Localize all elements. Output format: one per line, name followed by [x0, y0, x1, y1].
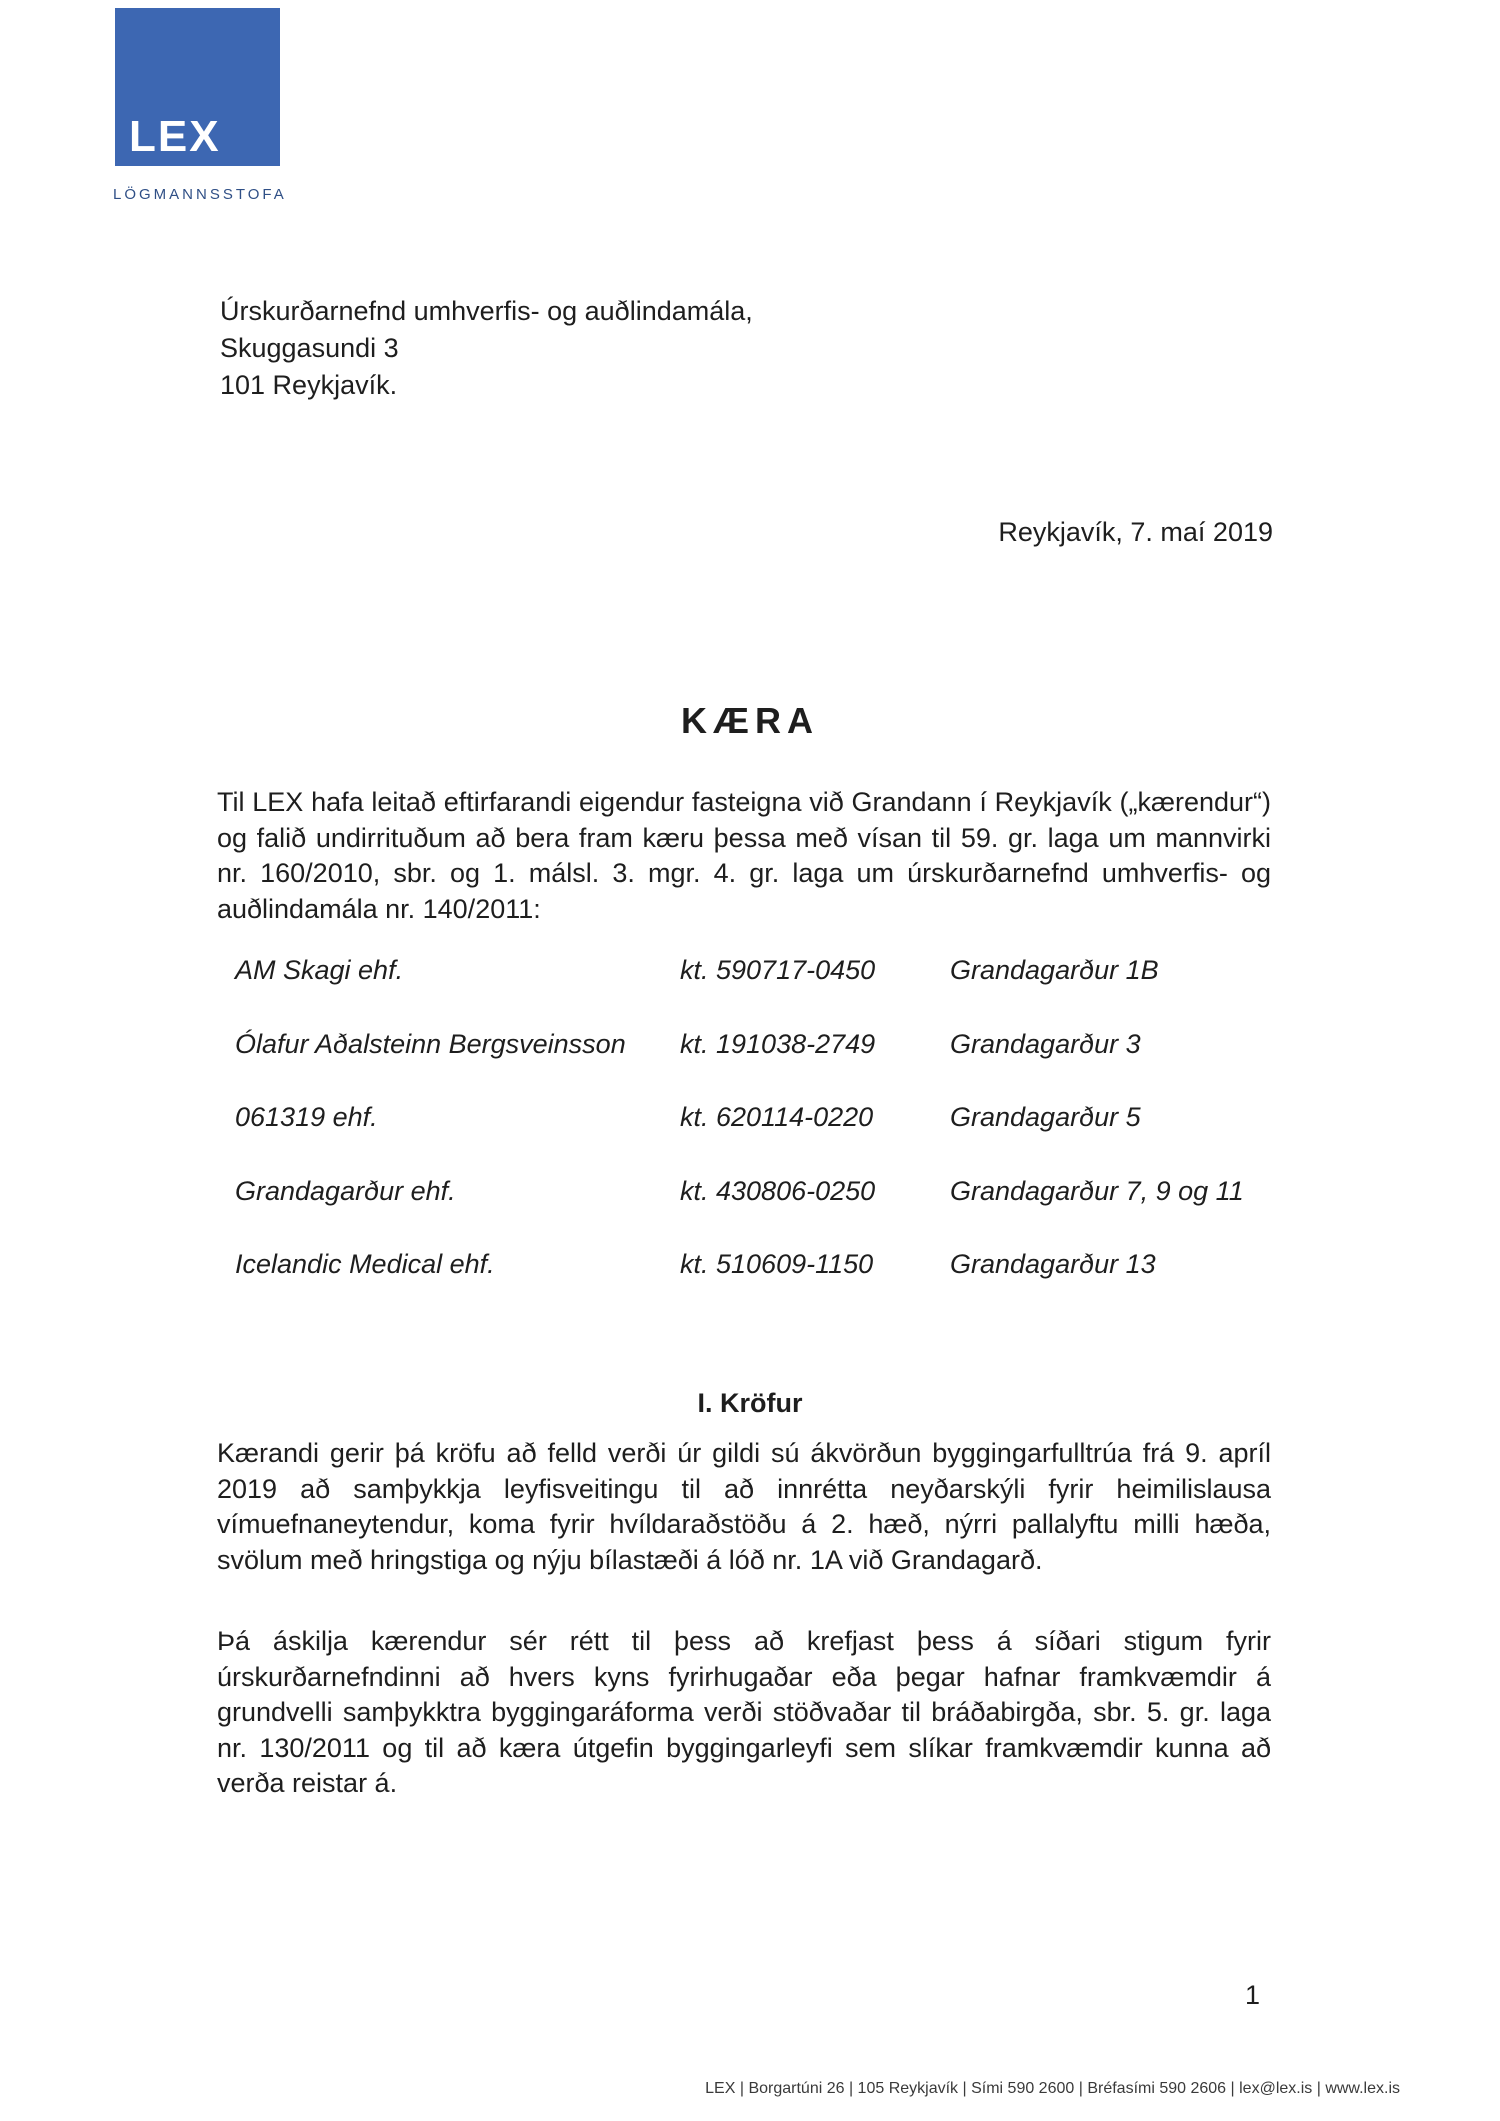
- logo-subtitle: LÖGMANNSSTOFA: [113, 186, 287, 203]
- reservation-paragraph: Þá áskilja kærendur sér rétt til þess að krefjast þess á síðari stigum fyrir úrskurðarnefndinni að hvers kyns fyrirhugaðar eða þegar hafnar framkvæmdir á grundvelli samþykktra byggingaráforma verði stöðvaðar til bráðabirgða, sbr. 5. gr. laga nr. 130/2011 og til að kæra útgefin byggingarleyfi sem slíkar framkvæmdir kunna að verða reistar á.: [217, 1626, 1271, 1798]
- party-kt: kt. 191038-2749: [680, 1028, 876, 1059]
- intro-paragraph: Til LEX hafa leitað eftirfarandi eigendur fasteigna við Grandann í Reykjavík („kærendur“) og falið undirrituðum að bera fram kæru þessa með vísan til 59. gr. laga um mannvirki nr. 160/2010, sbr. og 1. málsl. 3. mgr. 4. gr. laga um úrskurðarnefnd umhverfis- og auðlindamála nr. 140/2011:: [217, 787, 1271, 924]
- party-name: Ólafur Aðalsteinn Bergsveinsson: [235, 1028, 626, 1059]
- party-address: Grandagarður 3: [950, 1028, 1141, 1059]
- party-address: Grandagarður 1B: [950, 955, 1159, 985]
- lex-logo: [115, 8, 280, 166]
- letter-date: Reykjavík, 7. maí 2019: [998, 517, 1273, 547]
- party-address: Grandagarður 7, 9 og 11: [950, 1175, 1244, 1206]
- party-name: 061319 ehf.: [235, 1102, 378, 1132]
- recipient-line-2: Skuggasundi 3: [220, 333, 399, 363]
- document-title: KÆRA: [681, 700, 819, 741]
- party-kt: kt. 620114-0220: [680, 1102, 874, 1132]
- party-kt: kt. 430806-0250: [680, 1175, 876, 1206]
- party-kt: kt. 510609-1150: [680, 1249, 874, 1279]
- demands-paragraph: Kærandi gerir þá kröfu að felld verði úr gildi sú ákvörðun byggingarfulltrúa frá 9. apríl 2019 að samþykkja leyfisveitingu til að innrétta neyðarskýli fyrir heimilislausa vímuefnaneytendur, koma fyrir hvíldaraðstöðu á 2. hæð, nýrri pallalyftu milli hæða, svölum með hringstiga og nýju bílastæði á lóð nr. 1A við Grandagarð.: [217, 1438, 1271, 1575]
- party-address: Grandagarður 5: [950, 1102, 1141, 1132]
- recipient-line-3: 101 Reykjavík.: [220, 370, 398, 400]
- party-kt: kt. 590717-0450: [680, 955, 876, 985]
- recipient-line-1: Úrskurðarnefnd umhverfis- og auðlindamála,: [220, 296, 753, 326]
- page-number: 1: [1245, 1980, 1261, 2010]
- section-heading: I. Kröfur: [697, 1388, 803, 1418]
- footer-contact: LEX | Borgartúni 26 | 105 Reykjavík | Sími 590 2600 | Bréfasími 590 2606 | lex@lex.is | www.lex.is: [705, 2080, 1400, 2097]
- party-name: Icelandic Medical ehf.: [235, 1249, 495, 1279]
- party-name: Grandagarður ehf.: [235, 1175, 456, 1206]
- logo-text: LEX: [129, 112, 221, 161]
- recipient-address: [220, 293, 753, 404]
- party-name: AM Skagi ehf.: [235, 955, 404, 985]
- party-address: Grandagarður 13: [950, 1249, 1156, 1279]
